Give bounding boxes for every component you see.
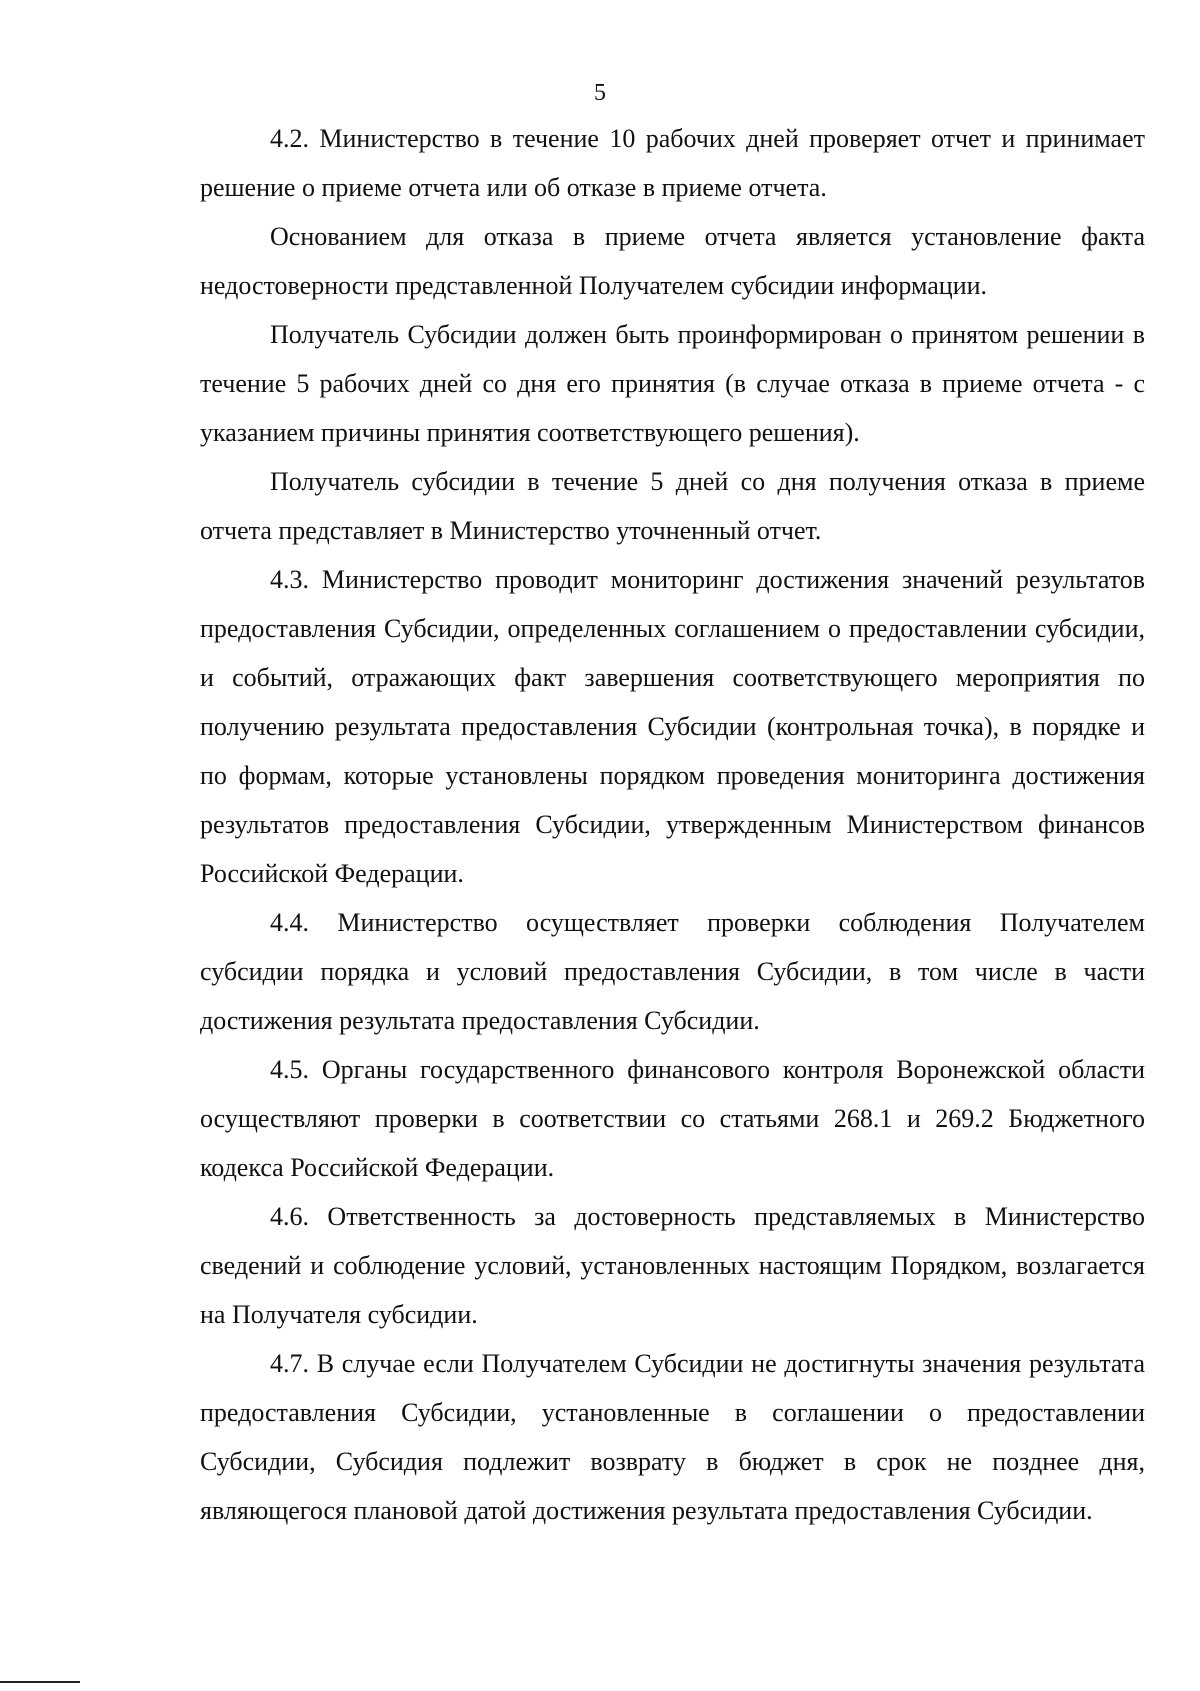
page-number: 5 <box>594 80 606 106</box>
paragraph-refusal-grounds: Основанием для отказа в приеме отчета является установление факта недостоверности представленной Получателем субсидии информации. <box>200 222 1145 300</box>
paragraph-4-3: 4.3. Министерство проводит мониторинг достижения значений результатов предоставления Субсидии, определенных соглашением о предоставлении субсидии, и событий, отражающих факт завершения соответствующего мероприятия по получению результата предоставления Субсидии (контрольная точка), в порядке и по формам, которые установлены порядком проведения мониторинга достижения результатов предоставления Субсидии, утвержденным Министерством финансов Российской Федерации. <box>200 565 1145 888</box>
paragraph-recipient-notification: Получатель Субсидии должен быть проинформирован о принятом решении в течение 5 рабочих дней со дня его принятия (в случае отказа в приеме отчета - с указанием причины принятия соответствующего решения). <box>200 320 1145 447</box>
paragraph-4-6: 4.6. Ответственность за достоверность представляемых в Министерство сведений и соблюдение условий, установленных настоящим Порядком, возлагается на Получателя субсидии. <box>200 1202 1145 1329</box>
paragraph-revised-report: Получатель субсидии в течение 5 дней со дня получения отказа в приеме отчета представляет в Министерство уточненный отчет. <box>200 467 1145 545</box>
document-body <box>200 114 1145 1535</box>
paragraph-4-2: 4.2. Министерство в течение 10 рабочих дней проверяет отчет и принимает решение о приеме отчета или об отказе в приеме отчета. <box>200 124 1145 202</box>
paragraph-4-7: 4.7. В случае если Получателем Субсидии не достигнуты значения результата предоставления Субсидии, установленные в соглашении о предоставлении Субсидии, Субсидия подлежит возврату в бюджет в срок не позднее дня, являющегося плановой датой достижения результата предоставления Субсидии. <box>200 1349 1145 1525</box>
footer-rule <box>0 1681 80 1683</box>
paragraph-4-4: 4.4. Министерство осуществляет проверки соблюдения Получателем субсидии порядка и условий предоставления Субсидии, в том числе в части достижения результата предоставления Субсидии. <box>200 908 1145 1035</box>
paragraph-4-5: 4.5. Органы государственного финансового контроля Воронежской области осуществляют проверки в соответствии со статьями 268.1 и 269.2 Бюджетного кодекса Российской Федерации. <box>200 1055 1145 1182</box>
